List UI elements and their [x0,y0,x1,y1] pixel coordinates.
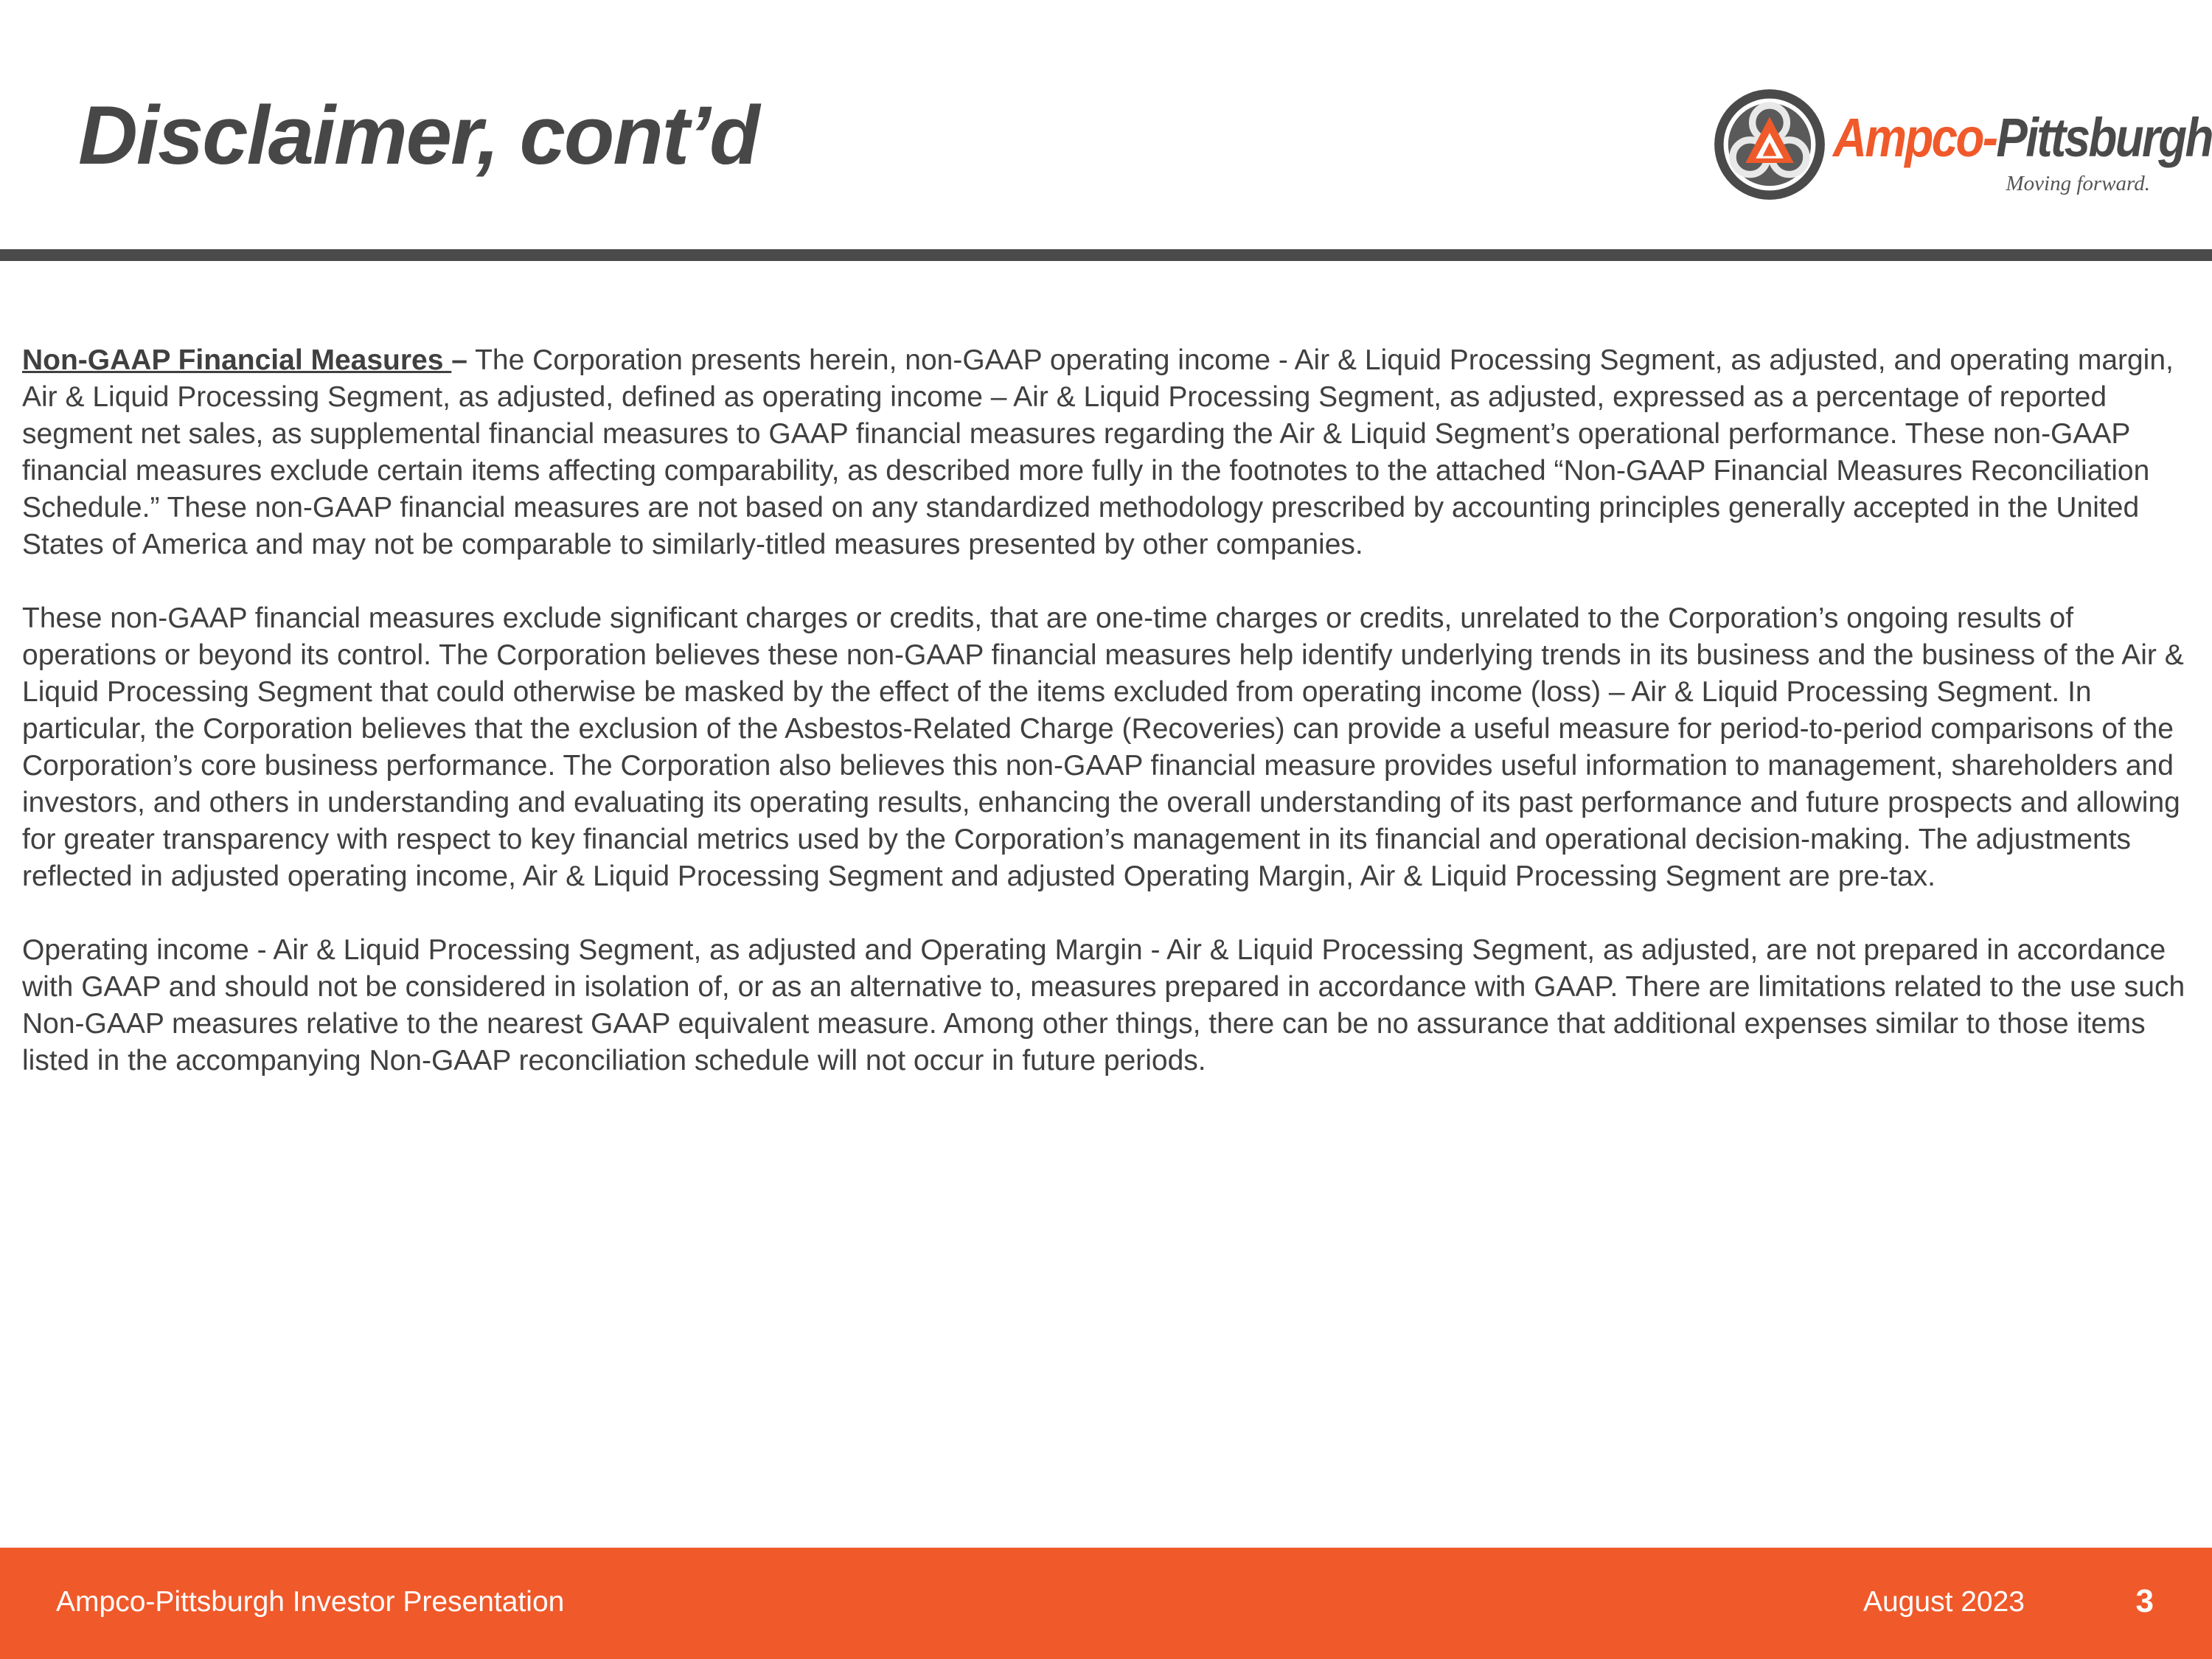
footer-bar [0,1548,2212,1659]
logo-name-pittsburgh: Pittsburgh [1996,107,2212,168]
paragraph-exclusions: These non-GAAP financial measures exclude significant charges or credits, that are one-time charges or credits, unrelated to the Corporation’s ongoing results of operations or beyond its control. The Corporation believes these non-GAAP financial measures help identify underlying trends in its business and the business of the Air & Liquid Processing Segment that could otherwise be masked by the effect of the items excluded from operating income (loss) – Air & Liquid Processing Segment. In particular, the Corporation believes that the exclusion of the Asbestos-Related Charge (Recoveries) can provide a useful measure for period-to-period comparisons of the Corporation’s core business performance. The Corporation also believes this non-GAAP financial measure provides useful information to management, shareholders and investors, and others in understanding and evaluating its operating results, enhancing the overall understanding of its past performance and future prospects and allowing for greater transparency with respect to key financial metrics used by the Corporation’s management in its financial and operational decision-making. The adjustments reflected in adjusted operating income, Air & Liquid Processing Segment and adjusted Operating Margin, Air & Liquid Processing Segment are pre-tax. [22,602,2184,892]
footer-presentation-name: Ampco-Pittsburgh Investor Presentation [56,1586,565,1618]
paragraph-1-text: The Corporation presents herein, non-GAAP operating income - Air & Liquid Processing Segment, as adjusted, and operating margin, Air & Liquid Processing Segment, as adjusted, defined as operating income – Air & Liquid Processing Segment, as adjusted, expressed as a percentage of reported segment net sales, as supplemental financial measures to GAAP financial measures regarding the Air & Liquid Segment’s operational performance. These non-GAAP financial measures exclude certain items affecting comparability, as described more fully in the footnotes to the attached “Non-GAAP Financial Measures Reconciliation Schedule.” These non-GAAP financial measures are not based on any standardized methodology prescribed by accounting principles generally accepted in the United States of America and may not be comparable to similarly-titled measures presented by other companies. [22,344,2174,560]
company-logo [1712,87,2212,202]
ampco-emblem-icon [1712,87,1827,202]
disclaimer-body [22,342,2190,1116]
header-divider [0,249,2212,261]
section-heading: Non-GAAP Financial Measures [22,344,452,376]
logo-tagline: Moving forward. [2006,172,2150,195]
logo-wordmark [1833,106,2212,170]
slide-title: Disclaimer, cont’d [78,89,759,181]
paragraph-limitations: Operating income - Air & Liquid Processing Segment, as adjusted and Operating Margin - Air & Liquid Processing Segment, as adjusted, are not prepared in accordance with GAAP and should not be considered in isolation of, or as an alternative to, measures prepared in accordance with GAAP. There are limitations related to the use such Non-GAAP measures relative to the nearest GAAP equivalent measure. Among other things, there can be no assurance that additional expenses similar to those items listed in the accompanying Non-GAAP reconciliation schedule will not occur in future periods. [22,934,2185,1077]
logo-name-ampco: Ampco- [1833,107,1997,168]
page-number: 3 [2135,1583,2154,1619]
section-heading-dash: – [451,344,467,376]
paragraph-non-gaap-definition [22,342,2190,563]
footer-date: August 2023 [1863,1586,2025,1618]
